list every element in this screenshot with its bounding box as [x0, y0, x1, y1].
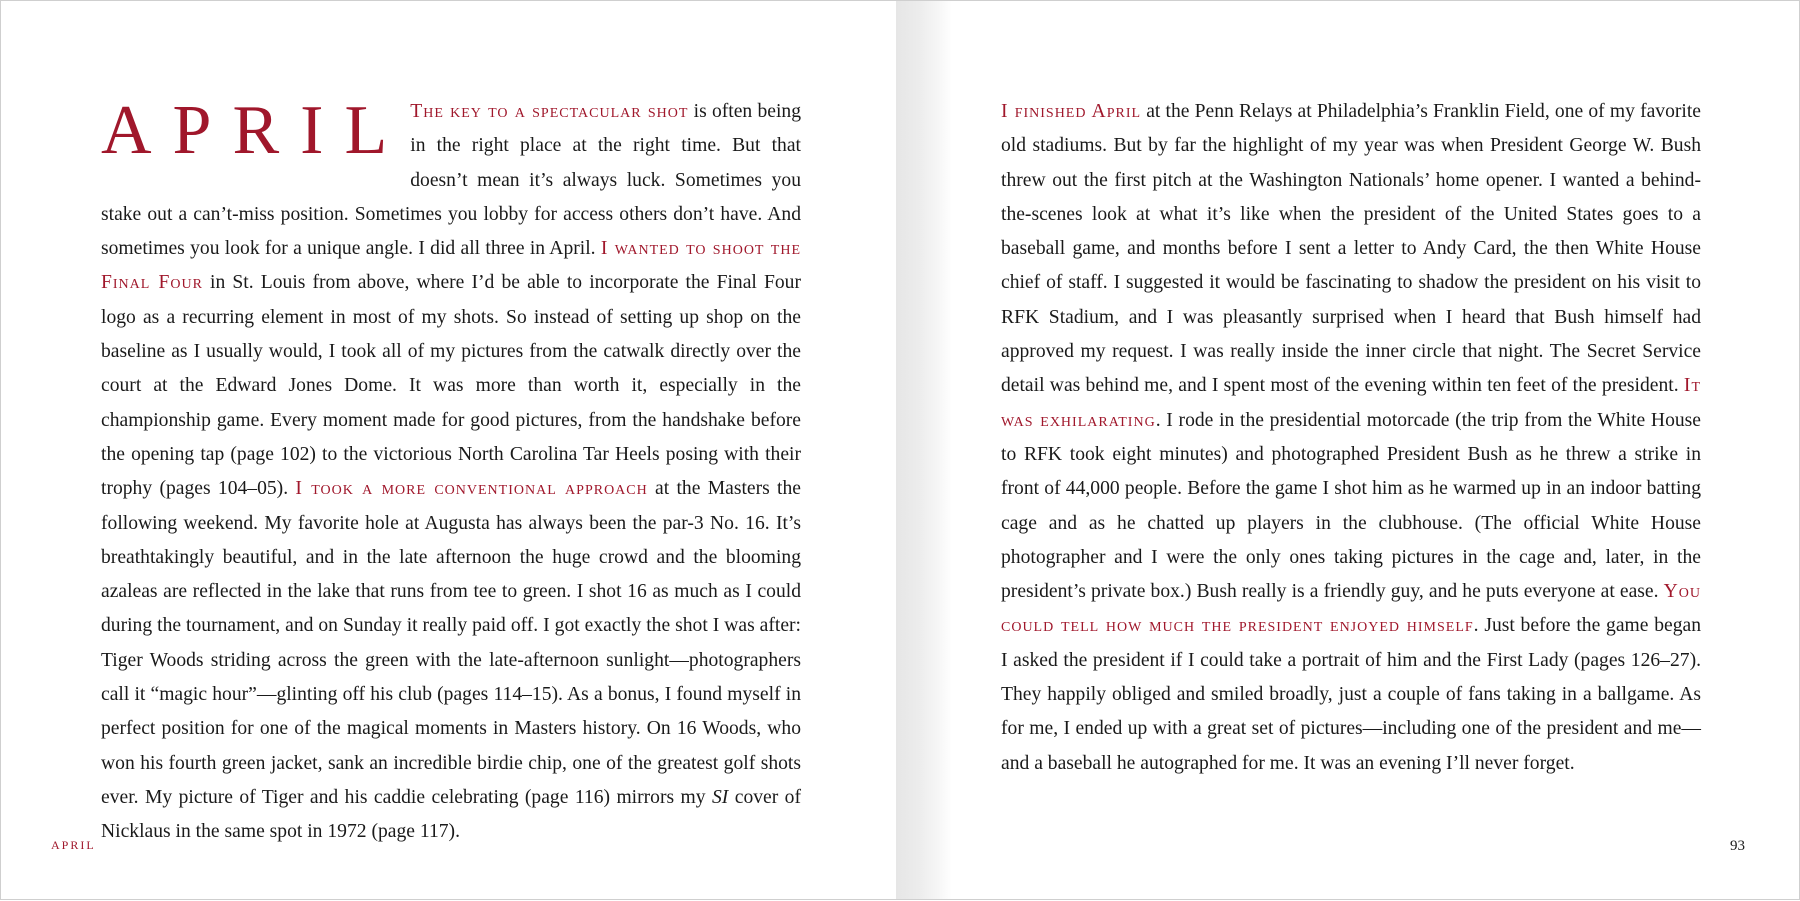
body-text: . I rode in the presidential motorcade (the trip from the White House to RFK took eight minutes) and photographed President Bush as he threw a strike in front of 44,000 people. Before the game I shot him as he warmed up in an indoor batting cage and as he chatted up players in the clubhouse. (The official White House photographer and I were the only ones taking pictures in the cage and, later, in the president’s private box.) Bush really is a friendly guy, and he puts everyone at ease. [1001, 409, 1701, 603]
right-page-paragraph [1001, 95, 1701, 781]
left-page-body [101, 92, 801, 850]
page-number: 93 [1730, 838, 1745, 854]
lead-in-text: I finished April [1001, 101, 1142, 122]
lead-in-text: I took a more conventional approach [295, 478, 648, 500]
lead-in-text: The key to a spectacular shot [410, 101, 689, 122]
body-text: in St. Louis from above, where I’d be able to incorporate the Final Four logo as a recurring element in most of my shots. So instead of setting up shop on the baseline as I usually would, I took all of my pictures from the catwalk directly over the court at the Edward Jones Dome. It was more than worth it, especially in the championship game. Every moment made for good pictures, from the handshake before the opening tap (page 102) to the victorious North Carolina Tar Heels posing with their trophy (pages 104–05). [101, 272, 801, 500]
body-text: at the Masters the following weekend. My favorite hole at Augusta has always been the par-3 No. 16. It’s breathtakingly beautiful, and in the late afternoon the huge crowd and the blooming azaleas are reflected in the lake that runs from tee to green. I shot 16 as much as I could during the tournament, and on Sunday it really paid off. I got exactly the shot I was after: Tiger Woods striding across the green with the late-afternoon sunlight—photographers call it “magic hour”—glinting off his club (pages 114–15). As a bonus, I found myself in perfect position for one of the magical moments in Masters history. On 16 Woods, who won his fourth green jacket, sank an incredible birdie chip, one of the greatest golf shots ever. My picture of Tiger and his caddie celebrating (page 116) mirrors my [101, 478, 801, 808]
lead-in-text: It was exhilarating [1001, 375, 1701, 431]
body-text: at the Penn Relays at Philadelphia’s Franklin Field, one of my favorite old stadiums. But by far the highlight of my year was when President George W. Bush threw out the first pitch at the Washington Nationals’ home opener. I wanted a behind-the-scenes look at what it’s like when the president of the United States goes to a baseball game, and months before I sent a letter to Andy Card, the then White House chief of staff. I suggested it would be fascinating to shadow the president on his visit to RFK Stadium, and I was pleasantly surprised when I heard that Bush himself had approved my request. I was really inside the inner circle that night. The Secret Service detail was behind me, and I spent most of the evening within ten feet of the president. [1001, 101, 1701, 397]
lead-in-text: I wanted to shoot the Final Four [101, 238, 801, 294]
body-text: . Just before the game began I asked the president if I could take a portrait of him and the First Lady (pages 126–27). They happily obliged and smiled broadly, just a couple of fans taking in a ballgame. As for me, I ended up with a great set of pictures—including one of the president and me—and a baseball he autographed for me. It was an evening I’ll never forget. [1001, 615, 1701, 774]
italic-text: SI [712, 786, 729, 808]
right-page [900, 1, 1800, 901]
body-text: cover of Nicklaus in the same spot in 1972 (page 117). [101, 786, 801, 843]
left-page-paragraph [101, 92, 801, 850]
body-text: is often being in the right place at the right time. But that doesn’t mean it’s always luck. Sometimes you stake out a can’t-miss position. Sometimes you lobby for access others don’t have. And sometimes you look for a unique angle. I did all three in April. [101, 101, 801, 260]
running-footer-section-title: APRIL [51, 838, 96, 852]
left-page [1, 1, 900, 901]
chapter-drop-title: APRIL [101, 92, 409, 169]
lead-in-text: You could tell how much the president enjoyed himself [1001, 581, 1701, 637]
right-page-body [1001, 95, 1701, 781]
